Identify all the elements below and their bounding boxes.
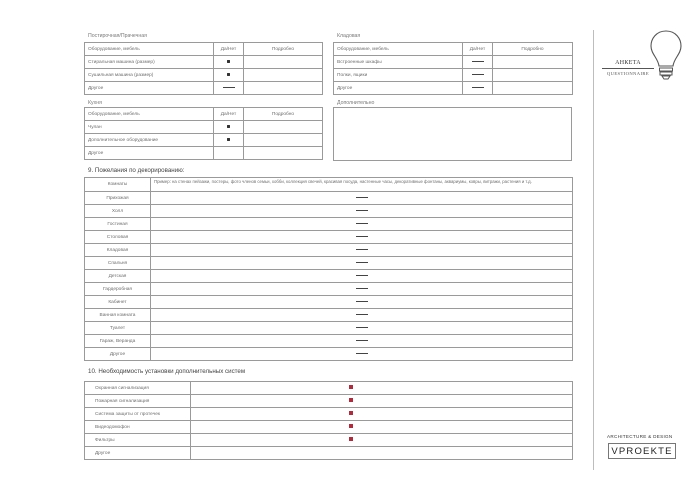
row-label: Другое: [334, 82, 463, 95]
decor-wish-cell[interactable]: [151, 309, 573, 322]
decor-wish-cell[interactable]: [151, 205, 573, 218]
details-cell[interactable]: [244, 69, 323, 82]
storage-title: Кладовая: [337, 33, 361, 39]
room-label: Столовая: [85, 231, 151, 244]
row-label: Другое: [85, 82, 214, 95]
header-rooms: Комнаты: [85, 178, 151, 192]
red-marker: [349, 398, 353, 402]
header-yes-no: Да/Нет: [463, 43, 493, 56]
dash-marker: [356, 340, 368, 341]
questionnaire-subtitle: QUESTIONNAIRE: [606, 71, 650, 76]
dash-marker: [356, 236, 368, 237]
yes-no-cell[interactable]: [214, 56, 244, 69]
additional-notes-box[interactable]: [333, 107, 572, 161]
questionnaire-title: АНКЕТА: [602, 60, 654, 69]
room-label: Гардеробная: [85, 283, 151, 296]
table-row: [85, 322, 573, 335]
dot-marker: [227, 138, 230, 141]
table-row: [85, 244, 573, 257]
yes-no-cell[interactable]: [463, 56, 493, 69]
table-row: [85, 421, 573, 434]
details-cell[interactable]: [493, 69, 573, 82]
table-header-row: [85, 43, 323, 56]
details-cell[interactable]: [244, 121, 323, 134]
dash-marker: [356, 301, 368, 302]
header-equipment: Оборудование, мебель: [334, 43, 463, 56]
red-marker: [349, 437, 353, 441]
table-row: [85, 335, 573, 348]
dot-marker: [227, 60, 230, 63]
table-row: [334, 82, 573, 95]
room-label: Прихожая: [85, 192, 151, 205]
table-row: [334, 69, 573, 82]
system-label: Охранная сигнализация: [85, 382, 191, 395]
table-row: [85, 434, 573, 447]
room-label: Гараж, Веранда: [85, 335, 151, 348]
system-label: Видеодомофон: [85, 421, 191, 434]
additional-title: Дополнительно: [337, 100, 375, 106]
dash-marker: [356, 327, 368, 328]
questionnaire-heading: [602, 60, 654, 76]
system-mark-cell[interactable]: [191, 408, 573, 421]
system-label: Другое: [85, 447, 191, 460]
system-label: Пожарная сигнализация: [85, 395, 191, 408]
decor-wish-cell[interactable]: [151, 322, 573, 335]
dot-marker: [227, 125, 230, 128]
row-label: Чулан: [85, 121, 214, 134]
decor-wish-cell[interactable]: [151, 231, 573, 244]
dash-marker: [223, 87, 235, 88]
decor-wish-cell[interactable]: [151, 192, 573, 205]
table-row: [85, 283, 573, 296]
decor-wish-cell[interactable]: [151, 257, 573, 270]
details-cell[interactable]: [244, 82, 323, 95]
decor-table: [84, 177, 573, 361]
red-marker: [349, 411, 353, 415]
row-label: Полки, ящики: [334, 69, 463, 82]
row-label: Стиральная машина (размер): [85, 56, 214, 69]
decor-wish-cell[interactable]: [151, 335, 573, 348]
dash-marker: [472, 61, 484, 62]
kitchen-title: Кухня: [88, 100, 102, 106]
room-label: Ванная комната: [85, 309, 151, 322]
system-label: Система защиты от протечек: [85, 408, 191, 421]
room-label: Кабинет: [85, 296, 151, 309]
room-label: Холл: [85, 205, 151, 218]
dash-marker: [356, 197, 368, 198]
table-header-row: [334, 43, 573, 56]
table-row: [85, 147, 323, 160]
system-mark-cell[interactable]: [191, 447, 573, 460]
kitchen-table: [84, 107, 323, 160]
decor-wish-cell[interactable]: [151, 270, 573, 283]
header-example: Пример: на стенах пейзажи, постеры, фото членов семьи, хобби, коллекция свечей, красивая посуда, настенные часы, декоративные фонтаны, аквариумы, ковры, витражи, растения и т.д.: [151, 178, 573, 192]
red-marker: [349, 385, 353, 389]
decor-wish-cell[interactable]: [151, 244, 573, 257]
table-row: [85, 69, 323, 82]
table-row: [85, 382, 573, 395]
table-row: [85, 309, 573, 322]
storage-table: [333, 42, 573, 95]
yes-no-cell[interactable]: [214, 134, 244, 147]
brand-tagline: ARCHITECTURE & DESIGN: [607, 434, 673, 439]
dash-marker: [472, 87, 484, 88]
table-row: [85, 395, 573, 408]
dash-marker: [356, 353, 368, 354]
dash-marker: [356, 314, 368, 315]
room-label: Спальня: [85, 257, 151, 270]
table-row: [85, 205, 573, 218]
table-row: [85, 408, 573, 421]
table-header-row: [85, 108, 323, 121]
yes-no-cell[interactable]: [463, 69, 493, 82]
decor-wish-cell[interactable]: [151, 348, 573, 361]
system-label: Фильтры: [85, 434, 191, 447]
yes-no-cell[interactable]: [214, 82, 244, 95]
sidebar-divider: [593, 30, 594, 470]
header-yes-no: Да/Нет: [214, 108, 244, 121]
dash-marker: [356, 249, 368, 250]
table-row: [85, 82, 323, 95]
table-row: [85, 231, 573, 244]
header-yes-no: Да/Нет: [214, 43, 244, 56]
decor-wish-cell[interactable]: [151, 218, 573, 231]
system-mark-cell[interactable]: [191, 421, 573, 434]
room-label: Кладовая: [85, 244, 151, 257]
dash-marker: [356, 223, 368, 224]
details-cell[interactable]: [244, 134, 323, 147]
lightbulb-icon: [648, 28, 684, 84]
system-mark-cell[interactable]: [191, 395, 573, 408]
table-row: [85, 447, 573, 460]
header-details: Подробно: [244, 108, 323, 121]
systems-title: 10. Необходимость установки дополнительных систем: [88, 368, 246, 375]
table-row: [85, 121, 323, 134]
table-row: [85, 134, 323, 147]
dot-marker: [227, 73, 230, 76]
yes-no-cell[interactable]: [214, 147, 244, 160]
room-label: Детская: [85, 270, 151, 283]
dash-marker: [356, 288, 368, 289]
table-row: [85, 270, 573, 283]
room-label: Другое: [85, 348, 151, 361]
yes-no-cell[interactable]: [463, 82, 493, 95]
room-label: Туалет: [85, 322, 151, 335]
details-cell[interactable]: [493, 82, 573, 95]
yes-no-cell[interactable]: [214, 121, 244, 134]
room-label: Гостиная: [85, 218, 151, 231]
dash-marker: [356, 275, 368, 276]
table-row: [85, 218, 573, 231]
table-row: [85, 257, 573, 270]
row-label: Дополнительное оборудование: [85, 134, 214, 147]
header-equipment: Оборудование, мебель: [85, 43, 214, 56]
systems-table: [84, 381, 573, 460]
red-marker: [349, 424, 353, 428]
details-cell[interactable]: [493, 56, 573, 69]
details-cell[interactable]: [244, 147, 323, 160]
row-label: Сушильная машина (размер): [85, 69, 214, 82]
system-mark-cell[interactable]: [191, 434, 573, 447]
yes-no-cell[interactable]: [214, 69, 244, 82]
row-label: Встроенные шкафы: [334, 56, 463, 69]
table-row: [334, 56, 573, 69]
table-header-row: [85, 178, 573, 192]
laundry-table: [84, 42, 323, 95]
header-details: Подробно: [493, 43, 573, 56]
table-row: [85, 56, 323, 69]
table-row: [85, 296, 573, 309]
decor-title: 9. Пожелания по декорированию:: [88, 167, 185, 174]
brand-logo: VPROEKTE: [608, 443, 676, 459]
table-row: [85, 192, 573, 205]
laundry-title: Постирочная/Прачечная: [88, 33, 147, 39]
table-row: [85, 348, 573, 361]
header-equipment: Оборудование, мебель: [85, 108, 214, 121]
decor-wish-cell[interactable]: [151, 283, 573, 296]
header-details: Подробно: [244, 43, 323, 56]
system-mark-cell[interactable]: [191, 382, 573, 395]
dash-marker: [356, 210, 368, 211]
details-cell[interactable]: [244, 56, 323, 69]
dash-marker: [472, 74, 484, 75]
decor-wish-cell[interactable]: [151, 296, 573, 309]
row-label: Другое: [85, 147, 214, 160]
dash-marker: [356, 262, 368, 263]
